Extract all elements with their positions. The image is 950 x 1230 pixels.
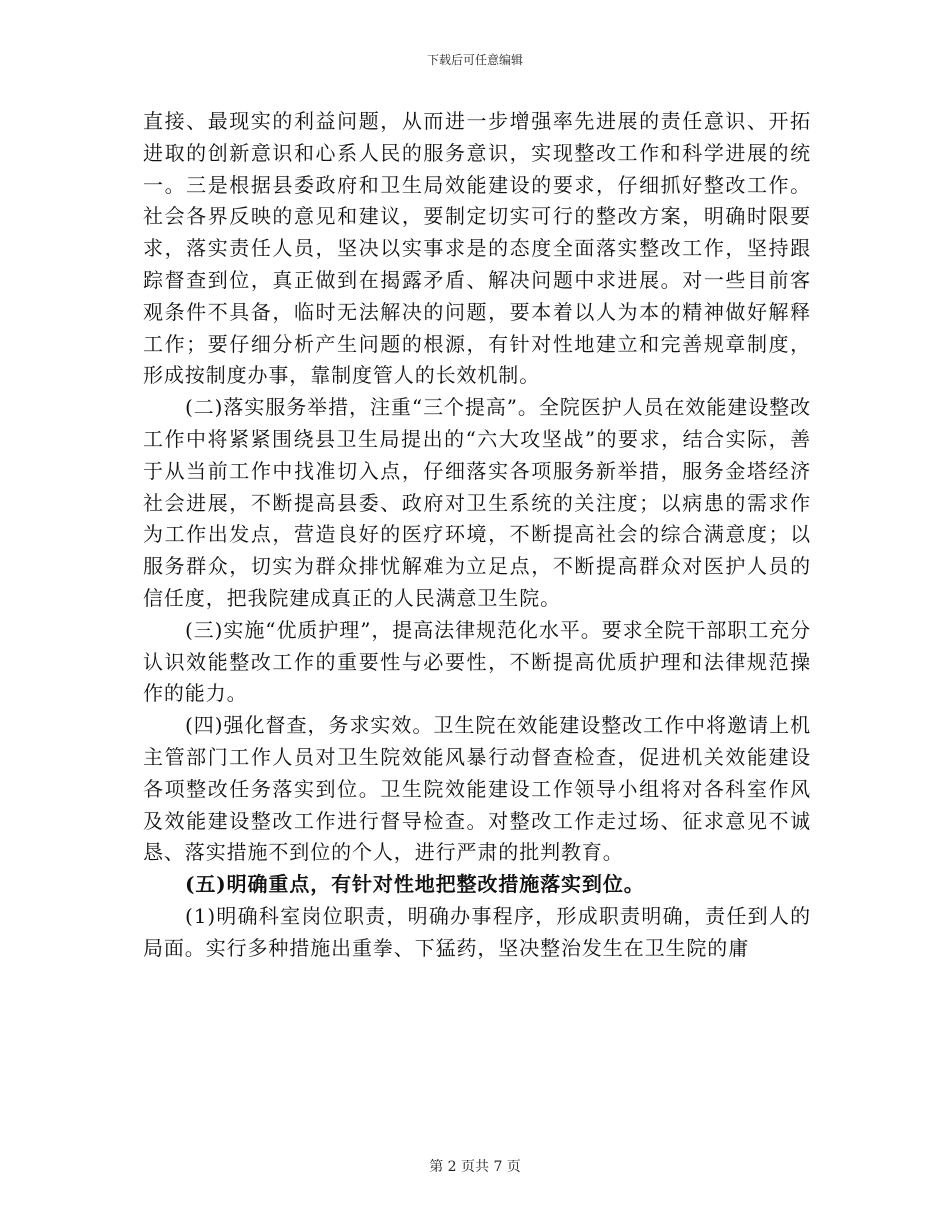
section-heading-5: (五)明确重点，有针对性地把整改措施落实到位。 (185, 872, 645, 897)
page-number: 第 2 页共 7 页 (429, 1159, 521, 1175)
document-body (143, 106, 811, 965)
paragraph-item-1: (1)明确科室岗位职责，明确办事程序，形成职责明确，责任到人的局面。实行多种措施出重拳、下猛药，坚决整治发生在卫生院的庸 (143, 903, 811, 960)
paragraph-section-3: (三)实施“优质护理”，提高法律规范化水平。要求全院干部职工充分认识效能整改工作的重要性与必要性，不断提高优质护理和法律规范操作的能力。 (143, 617, 811, 706)
paragraph-continuation: 直接、最现实的利益问题，从而进一步增强率先进展的责任意识、开拓进取的创新意识和心系人民的服务意识，实现整改工作和科学进展的统一。三是根据县委政府和卫生局效能建设的要求，仔细抓好整改工作。社会各界反映的意见和建议，要制定切实可行的整改方案，明确时限要求，落实责任人员，坚决以实事求是的态度全面落实整改工作，坚持跟踪督查到位，真正做到在揭露矛盾、解决问题中求进展。对一些目前客观条件不具备，临时无法解决的问题，要本着以人为本的精神做好解释工作；要仔细分析产生问题的根源，有针对性地建立和完善规章制度，形成按制度办事，靠制度管人的长效机制。 (143, 109, 811, 388)
paragraph-section-4: (四)强化督查，务求实效。卫生院在效能建设整改工作中将邀请上机主管部门工作人员对卫生院效能风暴行动督查检查，促进机关效能建设各项整改任务落实到位。卫生院效能建设工作领导小组将对各科室作风及效能建设整改工作进行督导检查。对整改工作走过场、征求意见不诚恳、落实措施不到位的个人，进行严肃的批判教育。 (143, 713, 811, 865)
page-header-note: 下载后可任意编辑 (426, 53, 523, 67)
paragraph-section-2: (二)落实服务举措，注重“三个提高”。全院医护人员在效能建设整改工作中将紧紧围绕县卫生局提出的“六大攻坚战”的要求，结合实际，善于从当前工作中找准切入点，仔细落实各项服务新举措，服务金塔经济社会进展，不断提高县委、政府对卫生系统的关注度；以病患的需求作为工作出发点，营造良好的医疗环境，不断提高社会的综合满意度；以服务群众，切实为群众排忧解难为立足点，不断提高群众对医护人员的信任度，把我院建成真正的人民满意卫生院。 (143, 395, 811, 610)
